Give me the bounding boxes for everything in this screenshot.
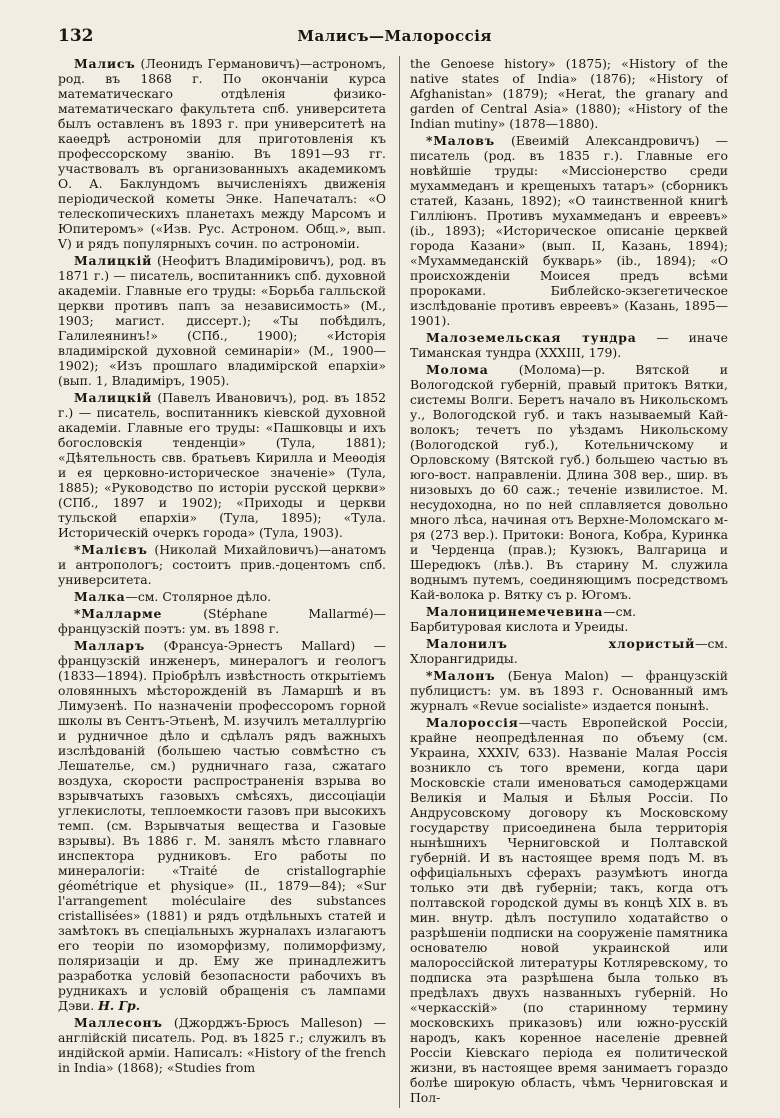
entry-headword: Малороссія — [426, 715, 519, 730]
entry-text: (Николай Михайловичъ)—анатомъ и антропологъ; состоитъ прив.-доцентомъ спб. университета. — [58, 542, 386, 587]
page-number: 132 — [58, 26, 94, 46]
entry-text: (Stéphane Mallarmé)—французскій поэтъ: ум. въ 1898 г. — [58, 606, 386, 636]
article-entry — [58, 589, 386, 604]
entry-text: —см. Хлорангидриды. — [410, 636, 728, 666]
entry-text: (Молома)—р. Вятской и Вологодской губерній, правый притокъ Вятки, системы Волги. Беретъ начало въ Никольскомъ у., Вологодской губ. и такъ называемый Кай-волокъ; течетъ по уѣздамъ Никольскому (Вологодской губ.), Котельничскому и Орловскому (Вятской губ.) большею частью въ юго-вост. направленіи. Длина 308 вер., шир. въ низовыхъ до 60 саж.; теченіе извилистое. М. несудоходна, но по ней сплавляется довольно много лѣса, начиная отъ Верхне-Моломскаго м-ря (273 вер.). Притоки: Вонога, Кобра, Куринка и Черденца (прав.); Кузюкъ, Валгарица и Шередюкъ (лѣв.). Въ старину М. служила воднымъ путемъ, соединяющимъ посредствомъ Кай-волока р. Вятку съ р. Югомъ. — [410, 362, 728, 602]
entry-text: —см. Барбитуровая кислота и Уреиды. — [410, 604, 637, 634]
entry-headword: Молома — [426, 362, 489, 377]
entry-headword: Маллесонъ — [74, 1015, 163, 1030]
entry-headword: Малицкій — [74, 390, 153, 405]
entry-headword: *Малларме — [74, 606, 163, 621]
article-entry — [58, 56, 386, 251]
article-entry — [410, 715, 728, 1105]
article-entry — [58, 390, 386, 540]
entry-text: (Джорджъ-Брюсъ Malleson) —англійскій писатель. Род. въ 1825 г.; служилъ въ индійской арміи. Написалъ: «History of the french in India» (1868); «Studies from — [58, 1015, 386, 1075]
article-entry — [410, 668, 728, 713]
article-entry-continuation — [410, 56, 728, 131]
column-divider — [399, 56, 400, 1108]
article-entry — [410, 133, 728, 328]
entry-text: (Неофитъ Владиміровичъ), род. въ 1871 г.) — писатель, воспитанникъ спб. духовной академіи. Главные его труды: «Борьба галльской церкви противъ папъ за независимость» (М., 1903; магист. диссерт.); «Ты побѣдилъ, Галилеянинъ!» (СПб., 1900); «Исторія владимірской духовной семинаріи» (М., 1900—1902); «Изъ прошлаго владимірской епархіи» (вып. 1, Владиміръ, 1905). — [58, 253, 386, 388]
entry-headword: Малоницинемечевина — [426, 604, 604, 619]
entry-text: the Genoese history» (1875); «History of the native states of India» (1876); «History of Afghanistan» (1879); «Herat, the granary and garden of Central Asia» (1880); «History of the Indian mutiny» (1878—1880). — [410, 56, 728, 131]
article-entry — [58, 1015, 386, 1075]
running-head: Малисъ—Малороссія — [297, 27, 492, 45]
article-entry — [410, 362, 728, 602]
left-column — [58, 56, 386, 1110]
entry-text: —см. Столярное дѣло. — [125, 589, 272, 604]
entry-headword: Малонилъ хлористый — [426, 636, 696, 651]
article-entry — [58, 253, 386, 388]
entry-text: (Павелъ Ивановичъ), род. въ 1852 г.) — писатель, воспитанникъ кіевской духовной академіи. Главные его труды: «Пашковцы и ихъ богословскія тенденціи» (Тула, 1881); «Дѣятельность свв. братьевъ Кирилла и Меѳодія и ея церковно-историческое значеніе» (Тула, 1885); «Руководство по исторіи русской церкви» (СПб., 1897 и 1902); «Приходы и церкви тульской епархіи» (Тула, 1895); «Тула. Историческій очеркъ города» (Тула, 1903). — [58, 390, 386, 540]
entry-text: (Евеимій Александровичъ) — писатель (род. въ 1835 г.). Главные его новѣйшіе труды: «Миссіонерство среди мухаммеданъ и крещеныхъ татаръ» (сборникъ статей, Казань, 1892); «О таинственной книгѣ Гилліюнъ. Противъ мухаммеданъ и евреевъ» (ib., 1893); «Историческое описаніе церквей города Казани» (вып. II, Казань, 1894); «Мухаммеданскій букварь» (ib., 1894); «О происхожденіи Моисея предъ всѣми пророками. Библейско-экзегетическое изслѣдованіе противъ евреевъ» (Казань, 1895—1901). — [410, 133, 728, 328]
entry-headword: Малка — [74, 589, 126, 604]
entry-headword: *Маловъ — [426, 133, 495, 148]
article-entry — [410, 604, 728, 634]
article-entry — [58, 542, 386, 587]
entry-text: (Франсуа-Эрнестъ Mallard) — французскій инженеръ, минералогъ и геологъ (1833—1894). Пріобрѣлъ извѣстность открытіемъ оловянныхъ мѣсторожденій въ Ламаршѣ и въ Лимузенѣ. По назначеніи профессоромъ горной школы въ Сентъ-Этьенѣ, М. изучилъ металлургію и рудничное дѣло и сдѣлалъ рядъ важныхъ изслѣдованій (большею частью совмѣстно съ Лешателье, см.) рудничнаго газа, сжатаго воздуха, скорости распространенія взрыва во взрывчатыхъ газовыхъ смѣсяхъ, диссоціаціи углекислоты, теплоемкости газовъ при высокихъ темп. (см. Взрывчатыя вещества и Газовые взрывы). Въ 1886 г. М. занялъ мѣсто главнаго инспектора рудниковъ. Его работы по минералогіи: «Traité de cristallographie géométrique et physique» (II., 1879—84); «Sur l'arrangement moléculaire des substances cristallisées» (1881) и рядъ отдѣльныхъ статей и замѣтокъ въ спеціальныхъ журналахъ излагаютъ его теоріи по изоморфизму, полиморфизму, поляризаціи и др. Ему же принадлежитъ разработка условій безопасности рабочихъ въ рудникахъ и условій обращенія съ лампами Дэви. — [58, 638, 386, 1013]
entry-text: (Бенуа Malon) — французскій публицистъ: ум. въ 1893 г. Основанный имъ журналъ «Revue socialiste» издается понынѣ. — [410, 668, 728, 713]
entry-text: —часть Европейской Россіи, крайне неопредѣленная по объему (см. Украина, XXXIV, 633). Названіе Малая Россія возникло съ того времени, когда цари Московскіе стали именоваться самодержцами Великія и Малыя и Бѣлыя Россіи. По Андрусовскому договору къ Московскому государству присоединена была территорія нынѣшнихъ Черниговской и Полтавской губерній. И въ настоящее время подъ М. въ оффиціальныхъ сферахъ разумѣютъ иногда только эти двѣ губерніи; такъ, когда отъ полтавской городской думы въ концѣ XIX в. въ мин. внутр. дѣлъ поступило ходатайство о разрѣшеніи подписки на сооруженіе памятника основателю новой украинской или малороссійской литературы Котляревскому, то подписка эта разрѣшена была только въ предѣлахъ двухъ названныхъ губерній. Но «черкасскій» (по старинному термину московскихъ приказовъ) или южно-русскій народъ, какъ коренное населеніе древней Россіи Кіевскаго періода ея политической жизни, въ настоящее время занимаетъ гораздо болѣе широкую область, чѣмъ Черниговская и Пол- — [410, 715, 728, 1105]
entry-headword: *Малонъ — [426, 668, 496, 683]
page-header — [58, 22, 722, 50]
article-entry — [58, 606, 386, 636]
entry-headword: Малларъ — [74, 638, 146, 653]
entry-text: (Леонидъ Германовичъ)—астрономъ, род. въ 1868 г. По окончаніи курса математическаго отдѣленія физико-математическаго факультета спб. университета былъ оставленъ въ 1893 г. при университетѣ на каѳедрѣ астрономіи для приготовленія къ профессорскому званію. Въ 1891—93 гг. участвовалъ въ организованныхъ академикомъ О. А. Баклундомъ вычисленіяхъ движенія періодической кометы Энке. Напечаталъ: «О телескопическихъ планетахъ между Марсомъ и Юпитеромъ» («Изв. Рус. Астроном. Общ.», вып. V) и рядъ популярныхъ сочин. по астрономіи. — [58, 56, 386, 251]
entry-text: — иначе Тиманская тундра (XXXIII, 179). — [410, 330, 728, 360]
entry-headword: Малицкій — [74, 253, 153, 268]
entry-headword: Малисъ — [74, 56, 136, 71]
right-column — [410, 56, 728, 1110]
article-entry — [410, 636, 728, 666]
entry-headword: Малоземельская тундра — [426, 330, 637, 345]
entry-headword: *Малієвъ — [74, 542, 148, 557]
article-entry — [410, 330, 728, 360]
article-entry — [58, 638, 386, 1013]
author-signature: Н. Гр. — [98, 998, 141, 1013]
